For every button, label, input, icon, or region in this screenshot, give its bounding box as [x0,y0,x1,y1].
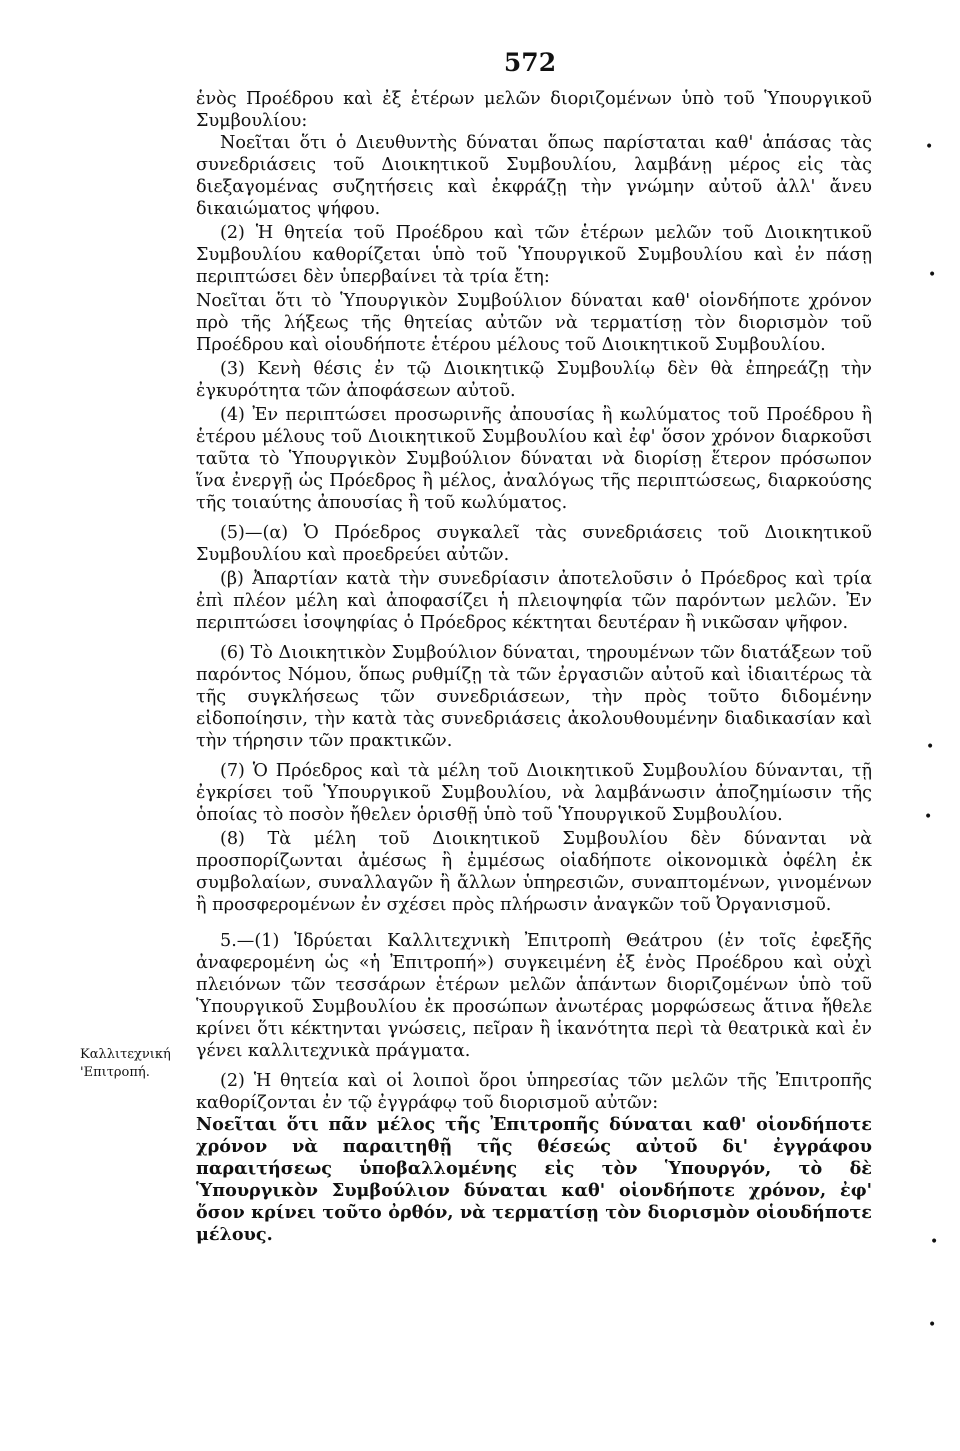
paragraph-6: (4) Ἐν περιπτώσει προσωρινῆς ἀπουσίας ἢ κωλύματος τοῦ Προέδρου ἢ ἑτέρου μέλους τοῦ Διοικητικοῦ Συμβουλίου καὶ ἐφ' ὅσον χρόνον διαρκοῦσι ταῦτα τὸ Ὑπουργικὸν Συμβούλιον δύναται νὰ διορίσῃ ἕτερον πρόσωπον ἵνα ἐνεργῇ ὡς Πρόεδρος ἢ μέλος, ἀναλόγως τῆς περιπτώσεως, διαρκούσης τῆς τοιαύτης ἀπουσίας ἢ τοῦ κωλύματος. [196,405,872,513]
paragraph-9: (6) Τὸ Διοικητικὸν Συμβούλιον δύναται, τηρουμένων τῶν διατάξεων τοῦ παρόντος Νόμου, ὅπως ρυθμίζῃ τὰ τῶν ἐργασιῶν αὐτοῦ καὶ ἰδιαιτέρως τὰ τῆς συγκλήσεως τῶν συνεδριάσεων, τὴν πρὸς τοῦτο διδομένην εἰδοποίησιν, τὴν κατὰ τὰς συνεδριάσεις ἀκολουθουμένην διαδικασίαν καὶ τὴν τήρησιν τῶν πρακτικῶν. [196,643,872,751]
scan-mark-4: • [924,809,933,825]
paragraph-11: (8) Τὰ μέλη τοῦ Διοικητικοῦ Συμβουλίου δὲν δύνανται νὰ προσπορίζωνται ἀμέσως ἢ ἐμμέσως οἱαδήποτε οἰκονομικὰ ὀφέλη ἐκ συμβολαίων, συναλλαγῶν ἢ ἄλλων ὑπηρεσιῶν, συναπτομένων, γινομένων ἢ προσφερομένων ἐν σχέσει πρὸς πλήρωσιν ἀναγκῶν τοῦ Ὀργανισμοῦ. [196,829,872,915]
paragraph-2: Νοεῖται ὅτι ὁ Διευθυντὴς δύναται ὅπως παρίσταται καθ' ἁπάσας τὰς συνεδριάσεις τοῦ Διοικητικοῦ Συμβουλίου, λαμβάνῃ μέρος εἰς τὰς διεξαγομένας συζητήσεις καὶ ἐκφράζῃ τὴν γνώμην αὐτοῦ ἀλλ' ἄνευ δικαιώματος ψήφου. [196,133,872,219]
paragraph-13: (2) Ἡ θητεία καὶ οἱ λοιποὶ ὅροι ὑπηρεσίας τῶν μελῶν τῆς Ἐπιτροπῆς καθορίζονται ἐν τῷ ἐγγράφῳ τοῦ διορισμοῦ αὐτῶν: [196,1071,872,1113]
margin-note [80,1046,200,1082]
scan-mark-5: • [930,1234,939,1250]
margin-note-line-2: 'Επιτροπή. [80,1065,150,1080]
scan-mark-3: • [926,739,935,755]
paragraph-3: (2) Ἡ θητεία τοῦ Προέδρου καὶ τῶν ἑτέρων μελῶν τοῦ Διοικητικοῦ Συμβουλίου καθορίζεται ὑπὸ τοῦ Ὑπουργικοῦ Συμβουλίου καὶ ἐν πάσῃ περιπτώσει δὲν ὑπερβαίνει τὰ τρία ἔτη: [196,223,872,287]
paragraph-5: (3) Κενὴ θέσις ἐν τῷ Διοικητικῷ Συμβουλίῳ δὲν θὰ ἐπηρεάζῃ τὴν ἐγκυρότητα τῶν ἀποφάσεων αὐτοῦ. [196,359,872,401]
document-body [196,88,872,1246]
paragraph-7: (5)—(α) Ὁ Πρόεδρος συγκαλεῖ τὰς συνεδριάσεις τοῦ Διοικητικοῦ Συμβουλίου καὶ προεδρεύει αὐτῶν. [196,523,872,565]
scan-mark-6: • [928,1317,937,1333]
scan-mark-2: • [928,267,937,283]
section-5-paragraph: 5.—(1) Ἱδρύεται Καλλιτεχνικὴ Ἐπιτροπὴ Θεάτρου (ἐν τοῖς ἐφεξῆς ἀναφερομένη ὡς «ἡ Ἐπιτροπή») συγκειμένη ἐξ ἑνὸς Προέδρου καὶ οὐχὶ πλειόνων τῶν τεσσάρων ἑτέρων μελῶν ἁπάντων διοριζομένων ὑπὸ τοῦ Ὑπουργικοῦ Συμβουλίου ἐκ προσώπων ἀνωτέρας μορφώσεως ἅτινα ἤθελε κρίνει ὅτι κέκτηνται γνώσεις, πεῖραν ἢ ἱκανότητα περὶ τὰ θεατρικὰ καὶ ἐν γένει καλλιτεχνικὰ πράγματα. [196,931,872,1061]
margin-note-line-1: Καλλιτεχνική [80,1047,171,1062]
paragraph-10: (7) Ὁ Πρόεδρος καὶ τὰ μέλη τοῦ Διοικητικοῦ Συμβουλίου δύνανται, τῇ ἐγκρίσει τοῦ Ὑπουργικοῦ Συμβουλίου, νὰ λαμβάνωσιν ἀποζημίωσιν τῆς ὁποίας τὸ ποσὸν ἤθελεν ὁρισθῇ ὑπὸ τοῦ Ὑπουργικοῦ Συμβουλίου. [196,761,872,825]
paragraph-8: (β) Ἀπαρτίαν κατὰ τὴν συνεδρίασιν ἀποτελοῦσιν ὁ Πρόεδρος καὶ τρία ἐπὶ πλέον μέλη καὶ ἀποφασίζει ἡ πλειοψηφία τῶν παρόντων μελῶν. Ἐν περιπτώσει ἰσοψηφίας ὁ Πρόεδρος κέκτηται δευτέραν ἢ νικῶσαν ψῆφον. [196,569,872,633]
paragraph-1: ἑνὸς Προέδρου καὶ ἐξ ἑτέρων μελῶν διοριζομένων ὑπὸ τοῦ Ὑπουργικοῦ Συμβουλίου: [196,89,872,131]
paragraph-14: Νοεῖται ὅτι πᾶν μέλος τῆς Ἐπιτροπῆς δύναται καθ' οἱονδήποτε χρόνον νὰ παραιτηθῇ τῆς θέσεώς αὐτοῦ δι' ἐγγράφου παραιτήσεως ὑποβαλλομένης εἰς τὸν Ὑπουργόν, τὸ δὲ Ὑπουργικὸν Συμβούλιον δύναται καθ' οἱονδήποτε χρόνον, ἐφ' ὅσον κρίνει τοῦτο ὀρθόν, νὰ τερματίσῃ τὸν διορισμὸν οἱουδήποτε μέλους. [196,1114,872,1245]
page-number: 572 [503,48,557,77]
scan-mark-1: • [925,139,934,155]
paragraph-4: Νοεῖται ὅτι τὸ Ὑπουργικὸν Συμβούλιον δύναται καθ' οἱονδήποτε χρόνον πρὸ τῆς λήξεως τῆς θητείας αὐτῶν νὰ τερματίσῃ τὸν διορισμὸν τοῦ Προέδρου καὶ οἱουδήποτε ἑτέρου μέλους τοῦ Διοικητικοῦ Συμβουλίου. [196,291,872,355]
